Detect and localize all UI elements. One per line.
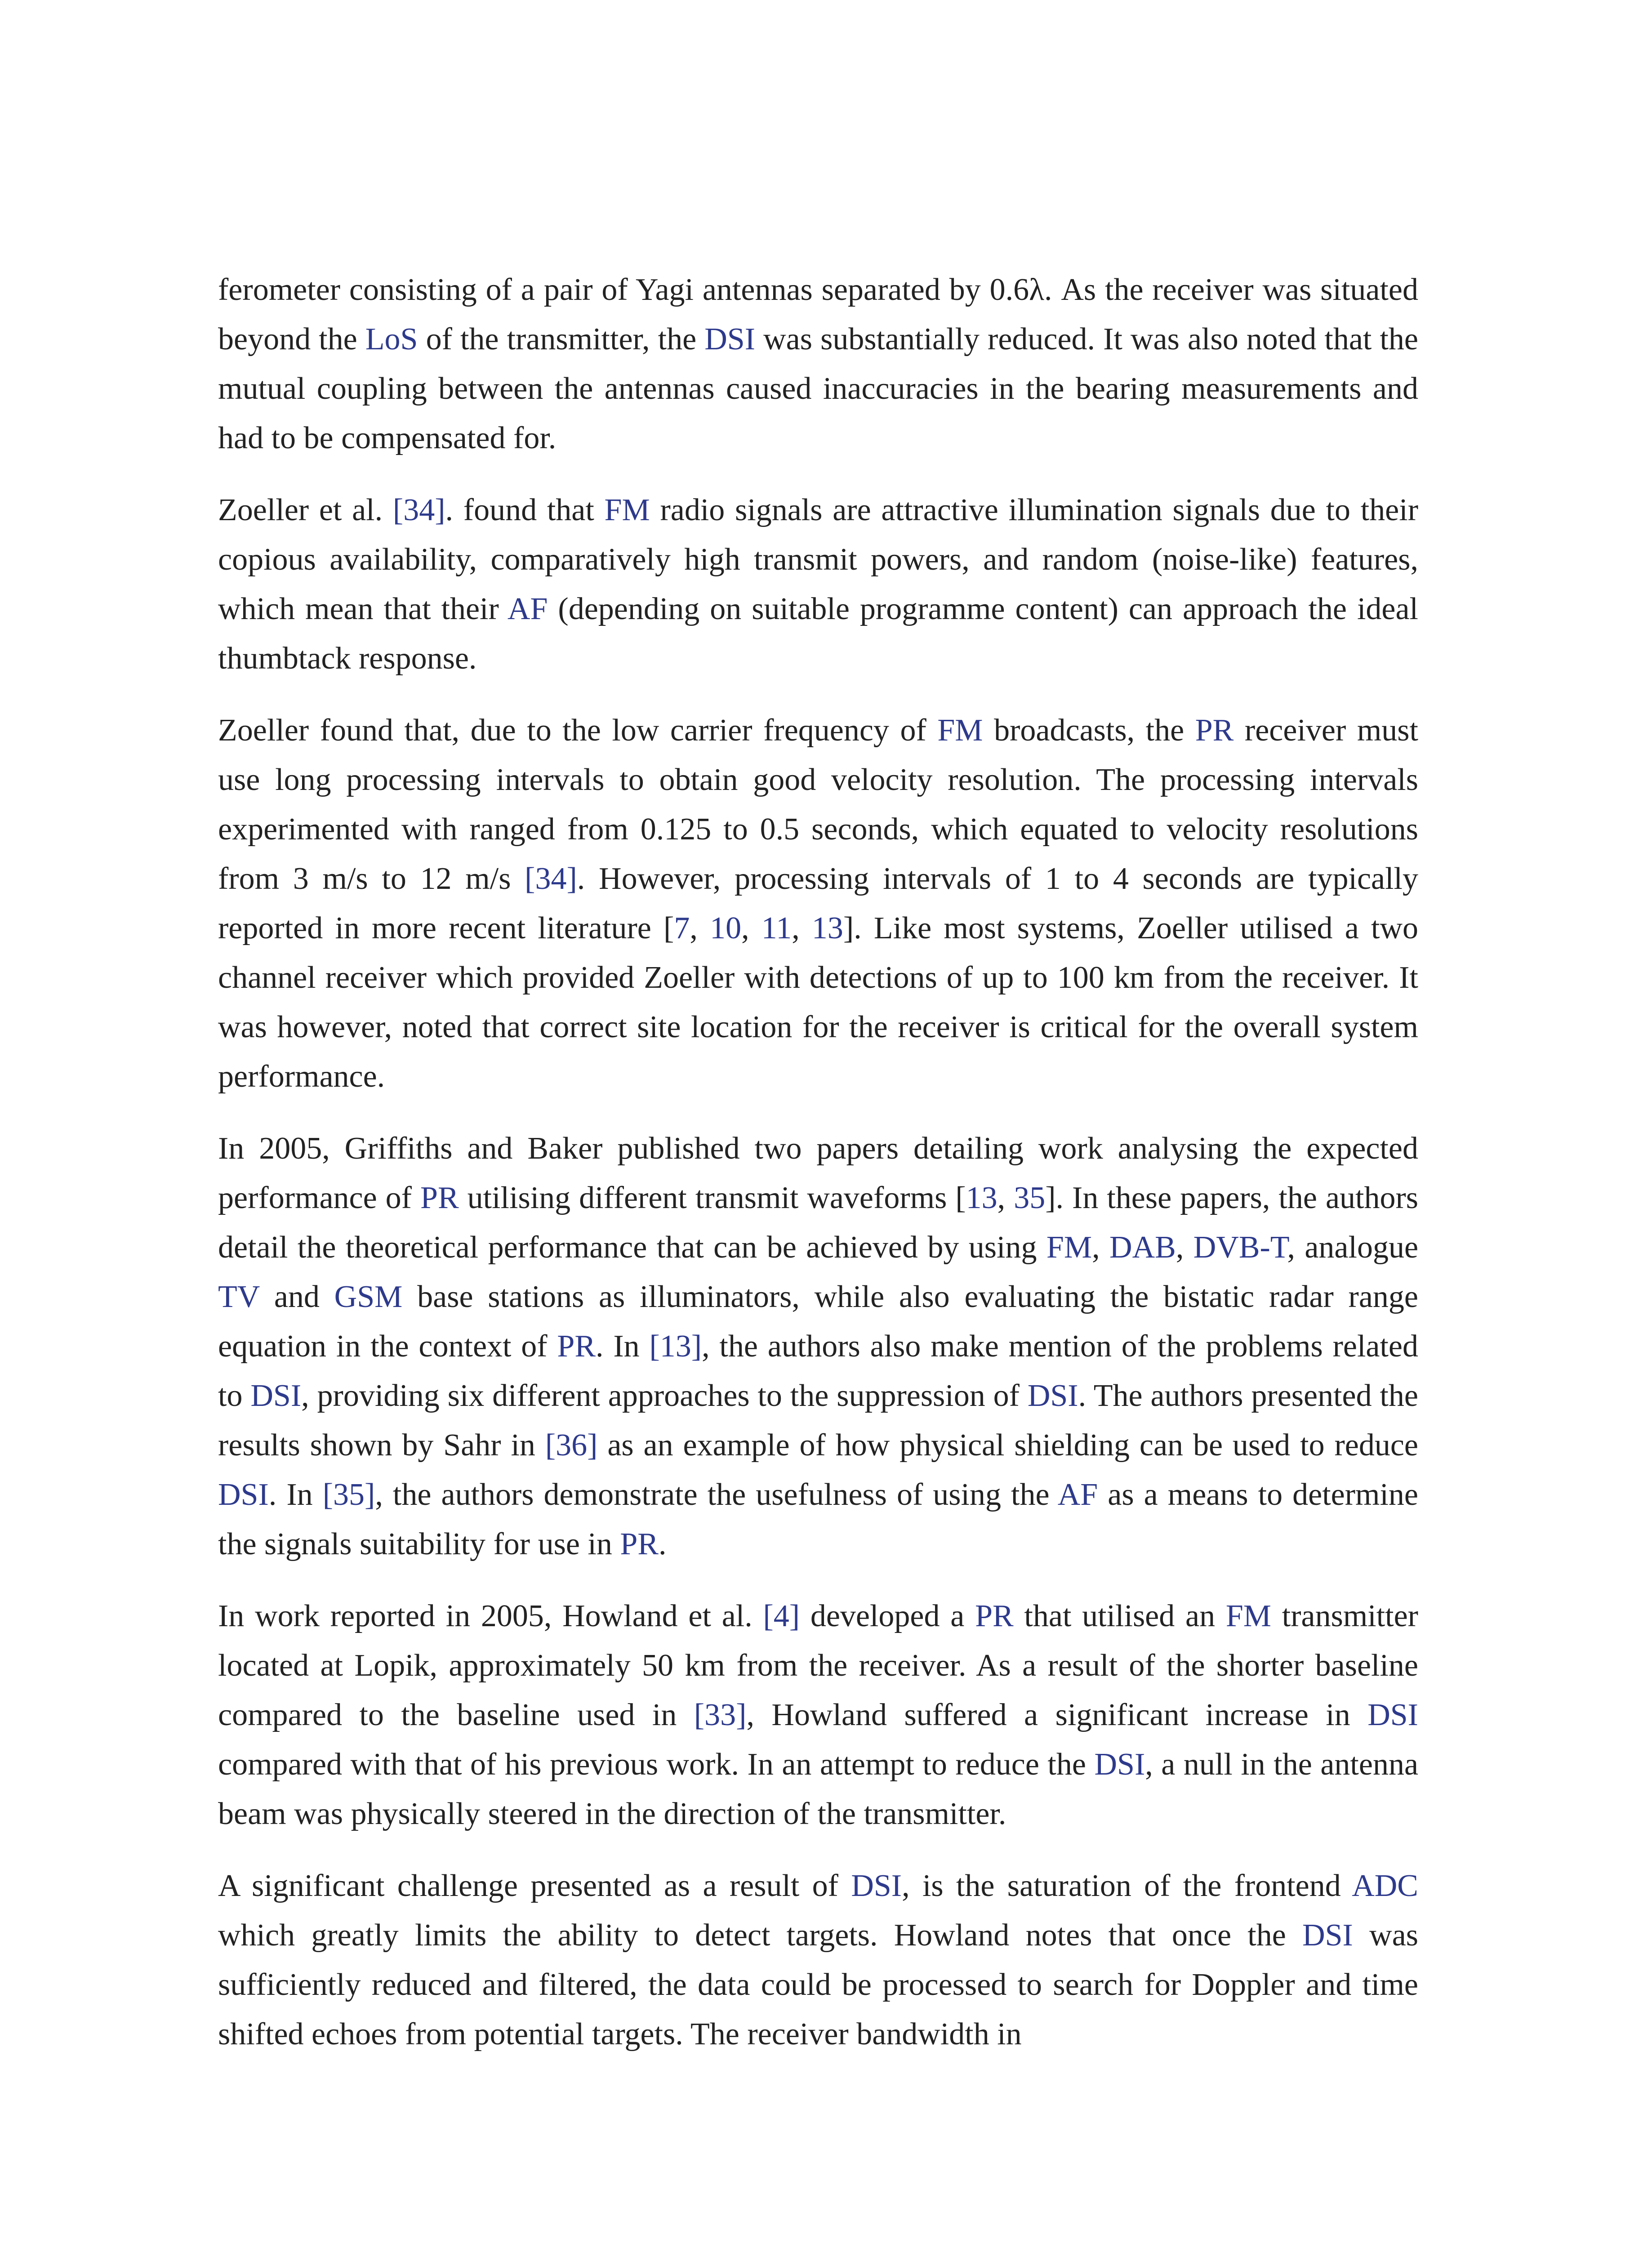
cross-reference-link[interactable]: 11 — [761, 911, 792, 946]
text-run: Zoeller et al. — [218, 493, 393, 527]
cross-reference-link[interactable]: DSI — [1094, 1747, 1145, 1782]
text-run: receiver must use long processing intervals to obtain good velocity resolution. The processing intervals experimented with ranged from 0.125 to 0.5 seconds, which equated to velocity resolutions from 3 m/s to 12 m/s — [218, 713, 1418, 896]
cross-reference-link[interactable]: GSM — [334, 1280, 403, 1314]
cross-reference-link[interactable]: PR — [1195, 713, 1234, 748]
cross-reference-link[interactable]: PR — [620, 1527, 659, 1561]
paragraph-4 — [218, 1124, 1418, 1569]
cross-reference-link[interactable]: DSI — [250, 1378, 302, 1413]
text-run: , — [690, 911, 710, 946]
text-run: , a null in the antenna beam was physically steered in the direction of the transmitter. — [218, 1747, 1419, 1831]
cross-reference-link[interactable]: [35] — [322, 1477, 375, 1512]
text-run: . found that — [445, 493, 605, 527]
text-run: . However, processing intervals of 1 to 4 seconds are typically reported in more recent literature [ — [218, 861, 1418, 946]
paragraph-3 — [218, 706, 1418, 1102]
text-run: compared with that of his previous work. In an attempt to reduce the — [218, 1747, 1095, 1782]
text-run: , the authors also make mention of the problems related to — [218, 1329, 1418, 1413]
cross-reference-link[interactable]: ADC — [1352, 1869, 1418, 1903]
cross-reference-link[interactable]: DVB-T — [1193, 1230, 1287, 1265]
text-run: , — [792, 911, 812, 946]
text-run: (depending on suitable programme content) can approach the ideal thumbtack response. — [218, 592, 1418, 676]
cross-reference-link[interactable]: 35 — [1014, 1181, 1046, 1215]
text-run: ferometer consisting of a pair of Yagi antennas separated by 0.6λ. As the receiver was situated beyond the — [218, 272, 1418, 357]
text-run: , the authors demonstrate the usefulness of using the — [375, 1477, 1058, 1512]
cross-reference-link[interactable]: DSI — [218, 1477, 269, 1512]
cross-reference-link[interactable]: FM — [1225, 1599, 1271, 1633]
text-run: which greatly limits the ability to detect targets. Howland notes that once the — [218, 1918, 1303, 1953]
cross-reference-link[interactable]: DSI — [1302, 1918, 1353, 1953]
text-run: was sufficiently reduced and filtered, the data could be processed to search for Doppler and time shifted echoes from potential targets. The receiver bandwidth in — [218, 1918, 1418, 2052]
text-run: , analogue — [1287, 1230, 1419, 1265]
paragraph-2 — [218, 486, 1418, 683]
cross-reference-link[interactable]: DSI — [851, 1869, 902, 1903]
page-number — [0, 2244, 1652, 2248]
text-run: radio signals are attractive illumination signals due to their copious availability, comparatively high transmit powers, and random (noise-like) features, which mean that their — [218, 493, 1419, 626]
text-run: of the transmitter, the — [418, 322, 705, 357]
paragraph-1 — [218, 265, 1418, 463]
cross-reference-link[interactable]: [34] — [392, 493, 445, 527]
cross-reference-link[interactable]: TV — [218, 1280, 260, 1314]
cross-reference-link[interactable]: PR — [975, 1599, 1014, 1633]
cross-reference-link[interactable]: LoS — [365, 322, 418, 357]
text-run: ]. Like most systems, Zoeller utilised a two channel receiver which provided Zoeller with detections of up to 100 km from the receiver. It was however, noted that correct site location for the receiver is critical for the overall system performance. — [218, 911, 1418, 1094]
text-run: utilising different transmit waveforms [ — [459, 1181, 966, 1215]
cross-reference-link[interactable]: 13 — [966, 1181, 997, 1215]
cross-reference-link[interactable]: [34] — [525, 861, 577, 896]
cross-reference-link[interactable]: PR — [557, 1329, 596, 1364]
text-run: , providing six different approaches to the suppression of — [301, 1378, 1028, 1413]
paragraph-6 — [218, 1861, 1418, 2059]
cross-reference-link[interactable]: DSI — [1367, 1698, 1418, 1732]
text-run: In work reported in 2005, Howland et al. — [218, 1599, 763, 1633]
text-run: , — [997, 1181, 1014, 1215]
cross-reference-link[interactable]: AF — [507, 592, 548, 626]
cross-reference-link[interactable]: [13] — [649, 1329, 702, 1364]
cross-reference-link[interactable]: FM — [604, 493, 650, 527]
text-run: base stations as illuminators, while also evaluating the bistatic radar range equation in the context of — [218, 1280, 1418, 1364]
text-run: as a means to determine the signals suitability for use in — [218, 1477, 1418, 1561]
text-run: , — [741, 911, 761, 946]
text-run: that utilised an — [1013, 1599, 1226, 1633]
text-run: , is the saturation of the frontend — [902, 1869, 1352, 1903]
cross-reference-link[interactable]: [33] — [694, 1698, 747, 1732]
text-run: was substantially reduced. It was also noted that the mutual coupling between the antennas caused inaccuracies in the bearing measurements and had to be compensated for. — [218, 322, 1418, 455]
text-run: . In — [268, 1477, 323, 1512]
text-run: transmitter located at Lopik, approximately 50 km from the receiver. As a result of the shorter baseline compared to the baseline used in — [218, 1599, 1418, 1732]
cross-reference-link[interactable]: 13 — [811, 911, 843, 946]
text-run: In 2005, Griffiths and Baker published two papers detailing work analysing the expected performance of — [218, 1131, 1418, 1215]
text-run: Zoeller found that, due to the low carrier frequency of — [218, 713, 938, 748]
text-run: , — [1176, 1230, 1193, 1265]
text-run: . The authors presented the results shown by Sahr in — [218, 1378, 1419, 1463]
cross-reference-link[interactable]: DSI — [704, 322, 756, 357]
text-run: and — [259, 1280, 334, 1314]
text-run: developed a — [800, 1599, 975, 1633]
text-run: . In — [596, 1329, 650, 1364]
cross-reference-link[interactable]: DSI — [1027, 1378, 1078, 1413]
cross-reference-link[interactable]: [36] — [545, 1428, 598, 1463]
cross-reference-link[interactable]: [4] — [763, 1599, 800, 1633]
body-text — [218, 265, 1418, 2082]
cross-reference-link[interactable]: PR — [420, 1181, 459, 1215]
cross-reference-link[interactable]: FM — [1046, 1230, 1092, 1265]
text-run: . — [658, 1527, 667, 1561]
text-run: ]. In these papers, the authors detail the theoretical performance that can be achieved by using — [218, 1181, 1419, 1265]
paragraph-5 — [218, 1592, 1418, 1839]
text-run: , Howland suffered a significant increase in — [746, 1698, 1368, 1732]
cross-reference-link[interactable]: DAB — [1109, 1230, 1176, 1265]
cross-reference-link[interactable]: FM — [937, 713, 983, 748]
cross-reference-link[interactable]: 7 — [674, 911, 690, 946]
cross-reference-link[interactable]: 10 — [710, 911, 742, 946]
text-run: broadcasts, the — [983, 713, 1195, 748]
text-run: , — [1092, 1230, 1110, 1265]
text-run: as an example of how physical shielding can be used to reduce — [597, 1428, 1418, 1463]
cross-reference-link[interactable]: AF — [1057, 1477, 1098, 1512]
text-run: A significant challenge presented as a result of — [218, 1869, 851, 1903]
